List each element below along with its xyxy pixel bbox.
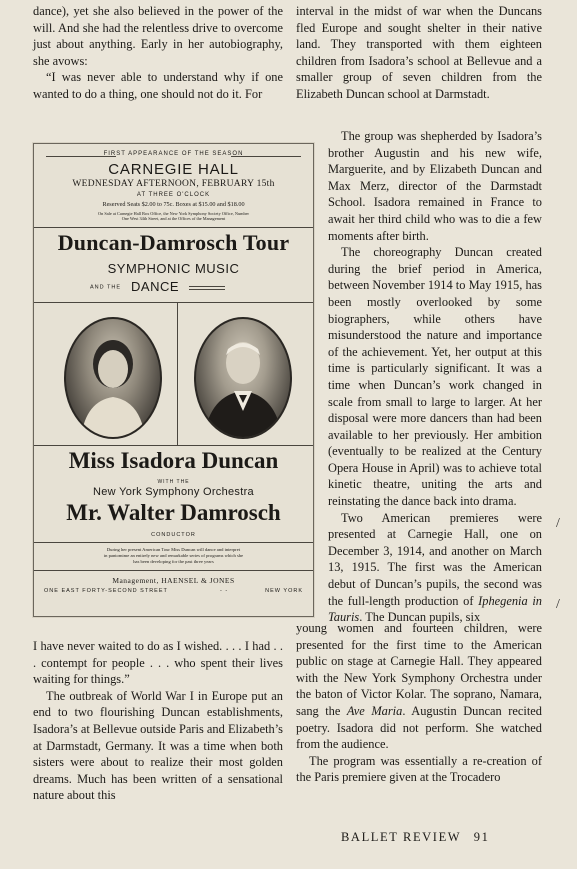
poster-symphonic: SYMPHONIC MUSIC [107,261,240,276]
poster-description: in pantomime an entirely new and remarkable series of programs which she [103,553,244,558]
pencil-mark: / [556,597,560,612]
divider [189,289,225,290]
poster-date: WEDNESDAY AFTERNOON, FEBRUARY 15th [72,179,275,189]
portrait-figure [66,319,160,437]
paragraph: The choreography Duncan created during the brief period in America, between November 1914 to May 1915, has been mostly overlooked by some biographers, while others have misunderstood the nature and importance of the achievement. Yet, her output at this time is particularly significant. It was a time when Duncan’s work changed in scale from small to large to larger. At her disposal were more dancers than had been available to her previously. Her ambition (eventually to be realized at the Century Opera House in April) was to achieve total kinetic theatre, uniting the arts and reinstating the dance back into drama. [328,245,542,509]
left-column-top [33,3,283,103]
divider [34,542,313,543]
portrait-figure [196,319,290,437]
poster-sale-line: On Sale at Carnegie Hall Box Office, the New York Symphony Society Office, Number [98,211,249,216]
paragraph: The program was essentially a re-creation of the Paris premiere given at the Trocadero [296,753,542,785]
isadora-portrait [64,317,162,439]
paragraph: “I was never able to understand why if one wanted to do a thing, one should not do it. For [33,70,283,101]
left-column-bottom [33,638,283,804]
poster-with-the: WITH THE [157,479,190,485]
paragraph: Two American premieres were presented at Carnegie Hall, one on December 3, 1914, and another on March 13, 1915. The first was the American debut of Duncan’s pupils, the second was the full-length production of Iphegenia in Tauris. The Duncan pupils, six [328,510,542,625]
divider [177,303,178,445]
work-title: Iphegenia in Tauris [328,593,542,625]
poster-orchestra: New York Symphony Orchestra [93,486,254,498]
poster-sale-line: One West 34th Street, and at the Offices of the Management [121,216,226,221]
paragraph: The group was shepherded by Isadora’s brother Augustin and his new wife, Marguerite, and by Elizabeth Duncan and Max Merz, director of the Darmstadt School. Isadora remained in France to await her third child who was to die a few moments after birth. [328,129,542,243]
damrosch-portrait [194,317,292,439]
poster-seats: Reserved Seats $2.00 to 75c. Boxes at $15.00 and $18.00 [102,201,245,208]
concert-poster [33,143,314,617]
poster-description: has been developing for the past three years [133,559,214,564]
divider [34,570,313,571]
poster-walter: Mr. Walter Damrosch [66,500,281,525]
page-footer [341,830,489,845]
poster-conductor: CONDUCTOR [151,532,196,538]
paragraph: young women and fourteen children, were presented for the first time to the American public on stage at Carnegie Hall. They appeared with the New York Symphony Orchestra under the baton of Victor Kolar. The soprano, Namara, sang the Ave Maria. Augustin Duncan recited poetry. Isadora did not perform. She watched from the audience. [296,621,542,752]
divider [34,302,313,303]
work-title: Ave Maria [346,703,403,718]
journal-name: BALLET REVIEW [341,830,461,844]
paragraph: The outbreak of World War I in Europe put an end to two flourishing Duncan establishments, Isadora’s at Bellevue outside Paris and Elizabeth’s at Darmstadt, Germany. It was a time when both sisters were about to realize their most golden dreams. Much has been written of a sensational nature about this [33,688,283,803]
right-column-narrow [328,128,542,626]
poster-and-dance: AND THE DANCE [90,279,180,294]
poster-management: Management, HAENSEL & JONES [112,576,235,585]
poster-address: ONE EAST FORTY-SECOND STREET - - NEW YORK [44,588,303,594]
poster-first-appearance: FIRST APPEARANCE OF THE SEASON [103,151,244,157]
divider [189,286,225,287]
poster-isadora: Miss Isadora Duncan [68,448,279,473]
right-column-bottom [296,620,542,786]
poster-hall: CARNEGIE HALL [108,161,239,178]
paragraph: interval in the midst of war when the Duncans fled Europe and sought shelter in their native land. They transported with them eighteen children from Isadora’s school at Bellevue and a smaller group of seven children from the Elizabeth Duncan school at Darmstadt. [296,4,542,101]
paragraph: dance), yet she also believed in the power of the will. And she had the relentless drive to overcome just about anything. Early in her autobiography, she avows: [33,4,283,68]
poster-time: AT THREE O'CLOCK [136,192,211,198]
divider [34,445,313,446]
pencil-mark: / [556,516,560,531]
poster-tour-title: Duncan-Damrosch Tour [57,230,290,255]
paragraph: I have never waited to do as I wished. . . . I had . . . contempt for people . . . who spent their lives waiting for things.” [33,639,283,687]
page-number: 91 [473,830,490,844]
divider [34,227,313,228]
right-column-top [296,3,542,103]
poster-description: During her present American Tour Miss Duncan will dance and interpret [106,547,241,552]
